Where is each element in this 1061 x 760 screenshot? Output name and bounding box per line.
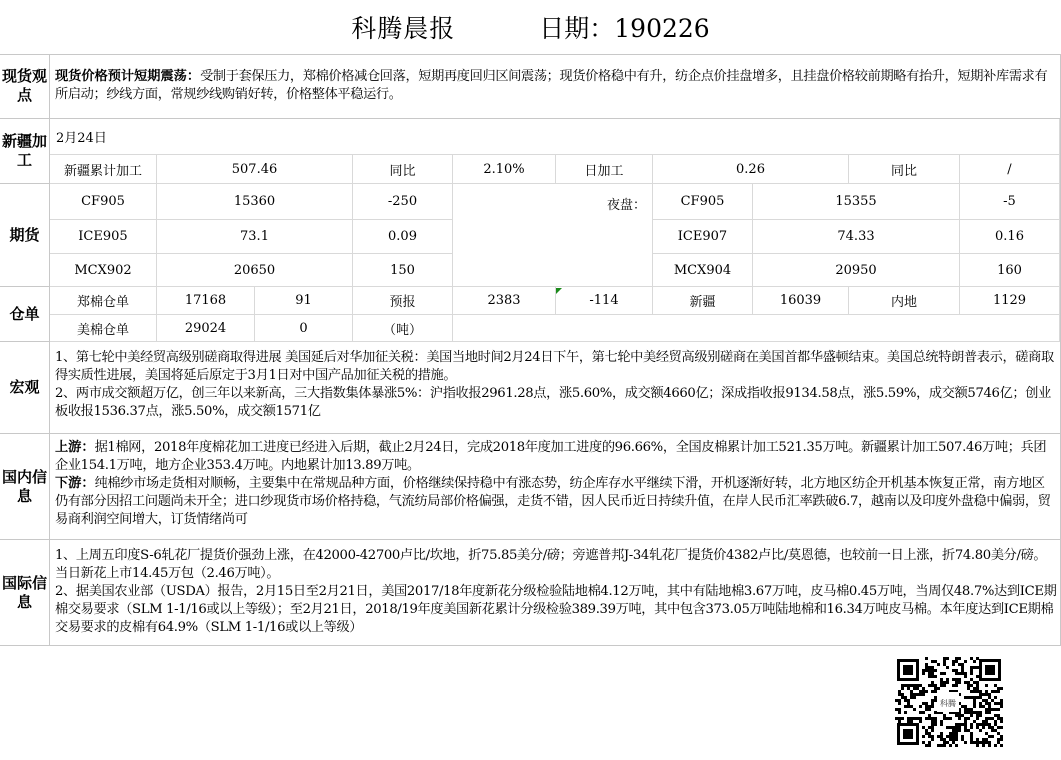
us-warehouse-value: 29024 [157, 315, 255, 342]
international-text [50, 540, 1061, 646]
night-contract: CF905 [653, 184, 753, 220]
futures-change: 150 [353, 254, 453, 287]
futures-price: 15360 [157, 184, 353, 220]
section-label-spot: 现货观点 [0, 54, 50, 119]
section-label-warehouse: 仓单 [0, 287, 50, 342]
night-price: 20950 [753, 254, 960, 287]
xinjiang-date: 2月24日 [50, 119, 1060, 155]
section-label-international: 国际信息 [0, 540, 50, 646]
night-contract: ICE907 [653, 220, 753, 254]
xinjiang-daily-value: 0.26 [653, 155, 849, 184]
downstream-text: 纯棉纱市场走货相对顺畅，主要集中在常规品种方面，价格继续保持稳中有涨态势，纺企库存水平继续下滑，开机逐渐好转，北方地区纺企开机基本恢复正常，南方地区仍有部分因招工问题尚未开全；进口纱现货市场价格持稳，气流纺局部价格偏强，走货不错，因人民币近日持续升值，在岸人民币汇率跌破6.7，越南以及印度外盘稳中偏弱，贸易商利润空间增大，订货情绪尚可 [55, 476, 1051, 527]
forecast-value: 2383 [453, 287, 556, 315]
xinjiang-yoy2-value: / [960, 155, 1060, 184]
upstream-label: 上游： [55, 440, 95, 455]
inland-warehouse-label: 内地 [849, 287, 960, 315]
comment-marker [556, 288, 562, 294]
zheng-warehouse-change: 91 [255, 287, 353, 315]
downstream-paragraph [55, 475, 1057, 529]
domestic-text [50, 434, 1061, 540]
futures-contract: CF905 [50, 184, 157, 220]
section-label-futures: 期货 [0, 184, 50, 287]
night-session-label: 夜盘： [453, 184, 653, 287]
spot-view-lead: 现货价格预计短期震荡： [55, 69, 201, 84]
xinjiang-cum-value: 507.46 [157, 155, 353, 184]
international-item: 1、上周五印度S-6轧花厂提货价强劲上涨，在42000-42700卢比/坎地，折75.85美分/磅；旁遮普邦J-34轧花厂提货价4382卢比/莫恩德，也较前一日上涨，折74.80美分/磅。当日新花上市14.45万包（2.46万吨）。 [55, 548, 1047, 581]
upstream-paragraph [55, 439, 1057, 475]
international-item: 2、据美国农业部（USDA）报告，2月15日至2月21日，美国2017/18年度新花分级检验陆地棉4.12万吨，其中有陆地棉3.67万吨，皮马棉0.45万吨，当周仅48.7%达到ICE期棉交易要求（SLM 1-1/16或以上等级）；至2月21日，2018/19年度美国新花累计分级检验389.39万吨，其中包含373.05万吨陆地棉和16.34万吨皮马棉。本年度达到ICE期棉交易要求的皮棉有64.9%（SLM 1-1/16或以上等级） [55, 584, 1057, 635]
night-change: -5 [960, 184, 1060, 220]
forecast-change: -114 [556, 287, 653, 315]
macro-text [50, 342, 1061, 434]
downstream-label: 下游： [55, 476, 95, 491]
inland-warehouse-value: 1129 [960, 287, 1060, 315]
us-warehouse-label: 美棉仓单 [50, 315, 157, 342]
futures-contract: ICE905 [50, 220, 157, 254]
report-title: 科腾晨报 [351, 14, 456, 43]
futures-change: -250 [353, 184, 453, 220]
spot-view [50, 54, 1061, 119]
night-change: 0.16 [960, 220, 1060, 254]
macro-item: 1、第七轮中美经贸高级别磋商取得进展 美国延后对华加征关税：美国当地时间2月24日下午，第七轮中美经贸高级别磋商在美国首都华盛顿结束。美国总统特朗普表示，磋商取得实质性进展，美国将延后原定于3月1日对中国产品加征关税的措施。 [55, 350, 1054, 383]
us-warehouse-change: 0 [255, 315, 353, 342]
futures-price: 20650 [157, 254, 353, 287]
futures-contract: MCX902 [50, 254, 157, 287]
xinjiang-yoy2-label: 同比 [849, 155, 960, 184]
xinjiang-yoy-label: 同比 [353, 155, 453, 184]
section-label-macro: 宏观 [0, 342, 50, 434]
warehouse-unit: （吨） [353, 315, 453, 342]
futures-price: 73.1 [157, 220, 353, 254]
report-date: 日期：190226 [539, 14, 710, 43]
zheng-warehouse-label: 郑棉仓单 [50, 287, 157, 315]
qr-logo: 科腾 [940, 699, 956, 708]
qr-code [895, 657, 1003, 747]
report-header [0, 0, 1061, 55]
section-label-xinjiang: 新疆加工 [0, 119, 50, 184]
upstream-text: 据1棉网，2018年度棉花加工进度已经进入后期，截止2月24日，完成2018年度加工进度的96.66%，全国皮棉累计加工521.35万吨。新疆累计加工507.46万吨；兵团企业154.1万吨，地方企业353.4万吨。内地累计加13.89万吨。 [55, 440, 1047, 473]
spot-view-text: 受制于套保压力，郑棉价格减仓回落，短期再度回归区间震荡；现货价格稳中有升，纺企点价挂盘增多，且挂盘价格较前期略有抬升，短期补库需求有所启动；纱线方面，常规纱线购销好转，价格整体平稳运行。 [55, 69, 1048, 102]
night-price: 74.33 [753, 220, 960, 254]
futures-change: 0.09 [353, 220, 453, 254]
night-change: 160 [960, 254, 1060, 287]
xinjiang-yoy-value: 2.10% [453, 155, 556, 184]
xinjiang-cum-label: 新疆累计加工 [50, 155, 157, 184]
night-contract: MCX904 [653, 254, 753, 287]
xinjiang-warehouse-value: 16039 [753, 287, 849, 315]
zheng-warehouse-value: 17168 [157, 287, 255, 315]
forecast-label: 预报 [353, 287, 453, 315]
xinjiang-daily-label: 日加工 [556, 155, 653, 184]
macro-item: 2、两市成交额超万亿，创三年以来新高，三大指数集体暴涨5%：沪指收报2961.28点，涨5.60%，成交额4660亿；深成指收报9134.58点，涨5.59%，成交额5746亿；创业板收报1536.37点，涨5.50%，成交额1571亿 [55, 386, 1051, 419]
warehouse-empty [453, 315, 1060, 342]
section-label-domestic: 国内信息 [0, 434, 50, 540]
night-price: 15355 [753, 184, 960, 220]
xinjiang-warehouse-label: 新疆 [653, 287, 753, 315]
